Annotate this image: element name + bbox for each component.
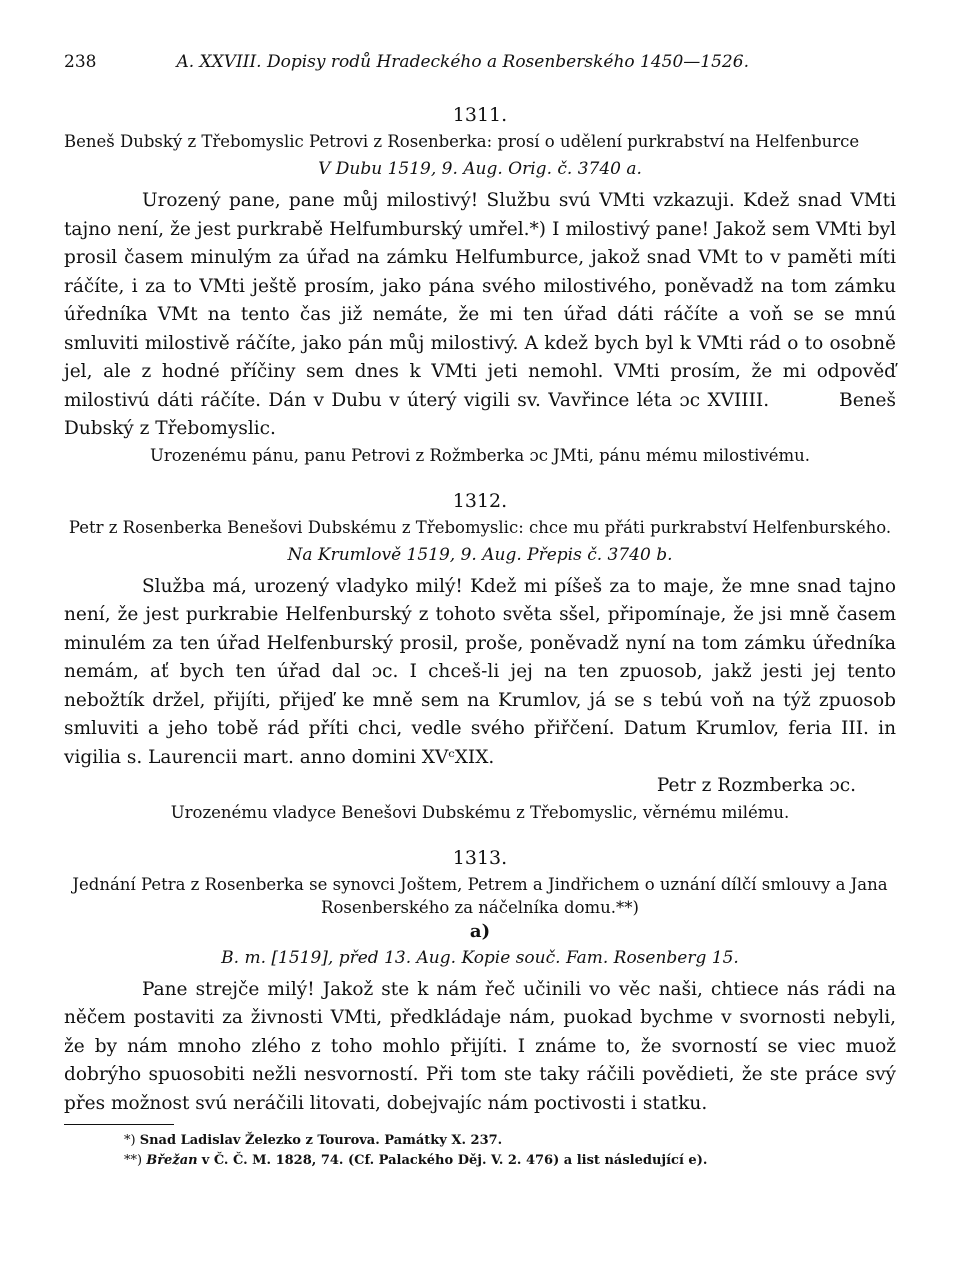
letter-source: Na Krumlově 1519, 9. Aug. Přepis č. 3740 b. (287, 544, 673, 565)
letter-signature: Beneš Dubský z Třebomyslic. (64, 389, 896, 439)
letter-address: Urozenému vladyce Benešovi Dubskému z Třebomyslic, věrnému milému. (170, 802, 790, 822)
footnote-author: Břežan (146, 1153, 198, 1168)
letter-body: Pane strejče milý! Jakož ste k nám řeč učinili vo věc naši, chtiece nás rádi na něčem postaviti za živnosti VMti, předkládaje nám, puokad bychme v svornosti nebyli, že by nám mnoho zlého z toho mohlo přijíti. I známe to, že svorností se viec muož dobrýho spuosobiti nežli nesvorností. Při tom ste taky ráčili povědieti, že ste práce svý přes možnost svú neráčili litovati, dobejvajíc nám poctivosti i statku. (64, 978, 896, 1114)
letter-source: V Dubu 1519, 9. Aug. Orig. č. 3740 a. (318, 159, 642, 179)
letter-1312 (64, 490, 896, 825)
footnote-divider (64, 1124, 174, 1125)
page-number: 238 (64, 52, 97, 72)
letter-number: 1311. (452, 104, 508, 126)
footnote-marker: **) (124, 1153, 143, 1168)
footnote (64, 1151, 896, 1171)
letter-regest: Beneš Dubský z Třebomyslic Petrovi z Rosenberka: prosí o udělení purkrabství na Helfenburce (64, 132, 860, 151)
letter-signature: Petr z Rozmberka ɔc. (656, 775, 856, 796)
letter-1311 (64, 104, 896, 468)
running-title: A. XXVIII. Dopisy rodů Hradeckého a Rosenberského 1450—1526. (176, 52, 749, 72)
footnote-text: Snad Ladislav Železko z Tourova. Památky X. 237. (139, 1133, 503, 1148)
subsection-label: a) (469, 920, 491, 942)
letter-number: 1313. (452, 846, 508, 869)
letter-body: Urozený pane, pane můj milostivý! Službu svú VMti vzkazuji. Kdež snad VMti tajno není, že jest purkrabě Helfumburský umřel.*) I milostivý pane! Jakož sem VMti byl prosil časem minulým za úřad na zámku Helfumburce, jakož snad VMt to v paměti míti ráčíte, i za to VMti ještě prosím, jako pána svého milostivého, poněvadž na tom zámku úředníka VMt na tento čas již nemáte, že mi ten úřad dáti ráčíte a voň se se mnú smluviti milostivě ráčíte, jako pán můj milostivý. A kdež bych byl k VMti rád o to osobně jel, ale z hodné příčiny sem dnes k VMti jeti nemohl. VMti prosím, že mi odpověď milostivú dáti ráčíte. Dán v Dubu v úterý vigili sv. Vavřince léta ɔc XVIIII. Beneš Dubský z Třebomyslic. (64, 190, 896, 439)
letter-regest: Jednání Petra z Rosenberka se synovci Joštem, Petrem a Jindřichem o uznání dílčí smlouvy a Jana Rosenberského za náčelníka domu.**) (72, 874, 888, 917)
letter-source: B. m. [1519], před 13. Aug. Kopie souč. Fam. Rosenberg 15. (221, 947, 739, 968)
letter-number: 1312. (452, 489, 508, 512)
letter-regest: Petr z Rosenberka Benešovi Dubskému z Třebomyslic: chce mu přáti purkrabství Helfenburského. (68, 517, 892, 537)
footnotes (64, 1131, 896, 1171)
footnote (64, 1131, 896, 1151)
letter-body: Služba má, urozený vladyko milý! Kdež mi píšeš za to maje, že mne snad tajno není, že jest purkrabie Helfenburský z tohoto světa sšel, připomínaje, že jsi mně časem minulém za ten úřad Helfenburský prosil, proše, poněvadž nyní na tom zámku úředníka nemám, ať bych ten úřad dal ɔc. I chceš-li jej na ten zpuosob, jakž jesti jej tento nebožtík držel, přijíti, přijeď ke mně sem na Krumlov, já se s tebú voň na týž zpuosob smluviti a jeho tobě rád příti chci, vedle svého přiřčení. Datum Krumlov, feria III. in vigilia s. Laurencii mart. anno domini XVᶜXIX. (64, 575, 896, 768)
letter-address: Urozenému pánu, panu Petrovi z Rožmberka ɔc JMti, pánu mému milostivému. (149, 445, 811, 465)
document-page (64, 52, 896, 1171)
letter-1313 (64, 847, 896, 1119)
footnote-text: v Č. Č. M. 1828, 74. (Cf. Palackého Děj. V. 2. 476) a list následující e). (201, 1153, 708, 1168)
footnote-marker: *) (124, 1133, 136, 1148)
page-header (64, 52, 896, 82)
